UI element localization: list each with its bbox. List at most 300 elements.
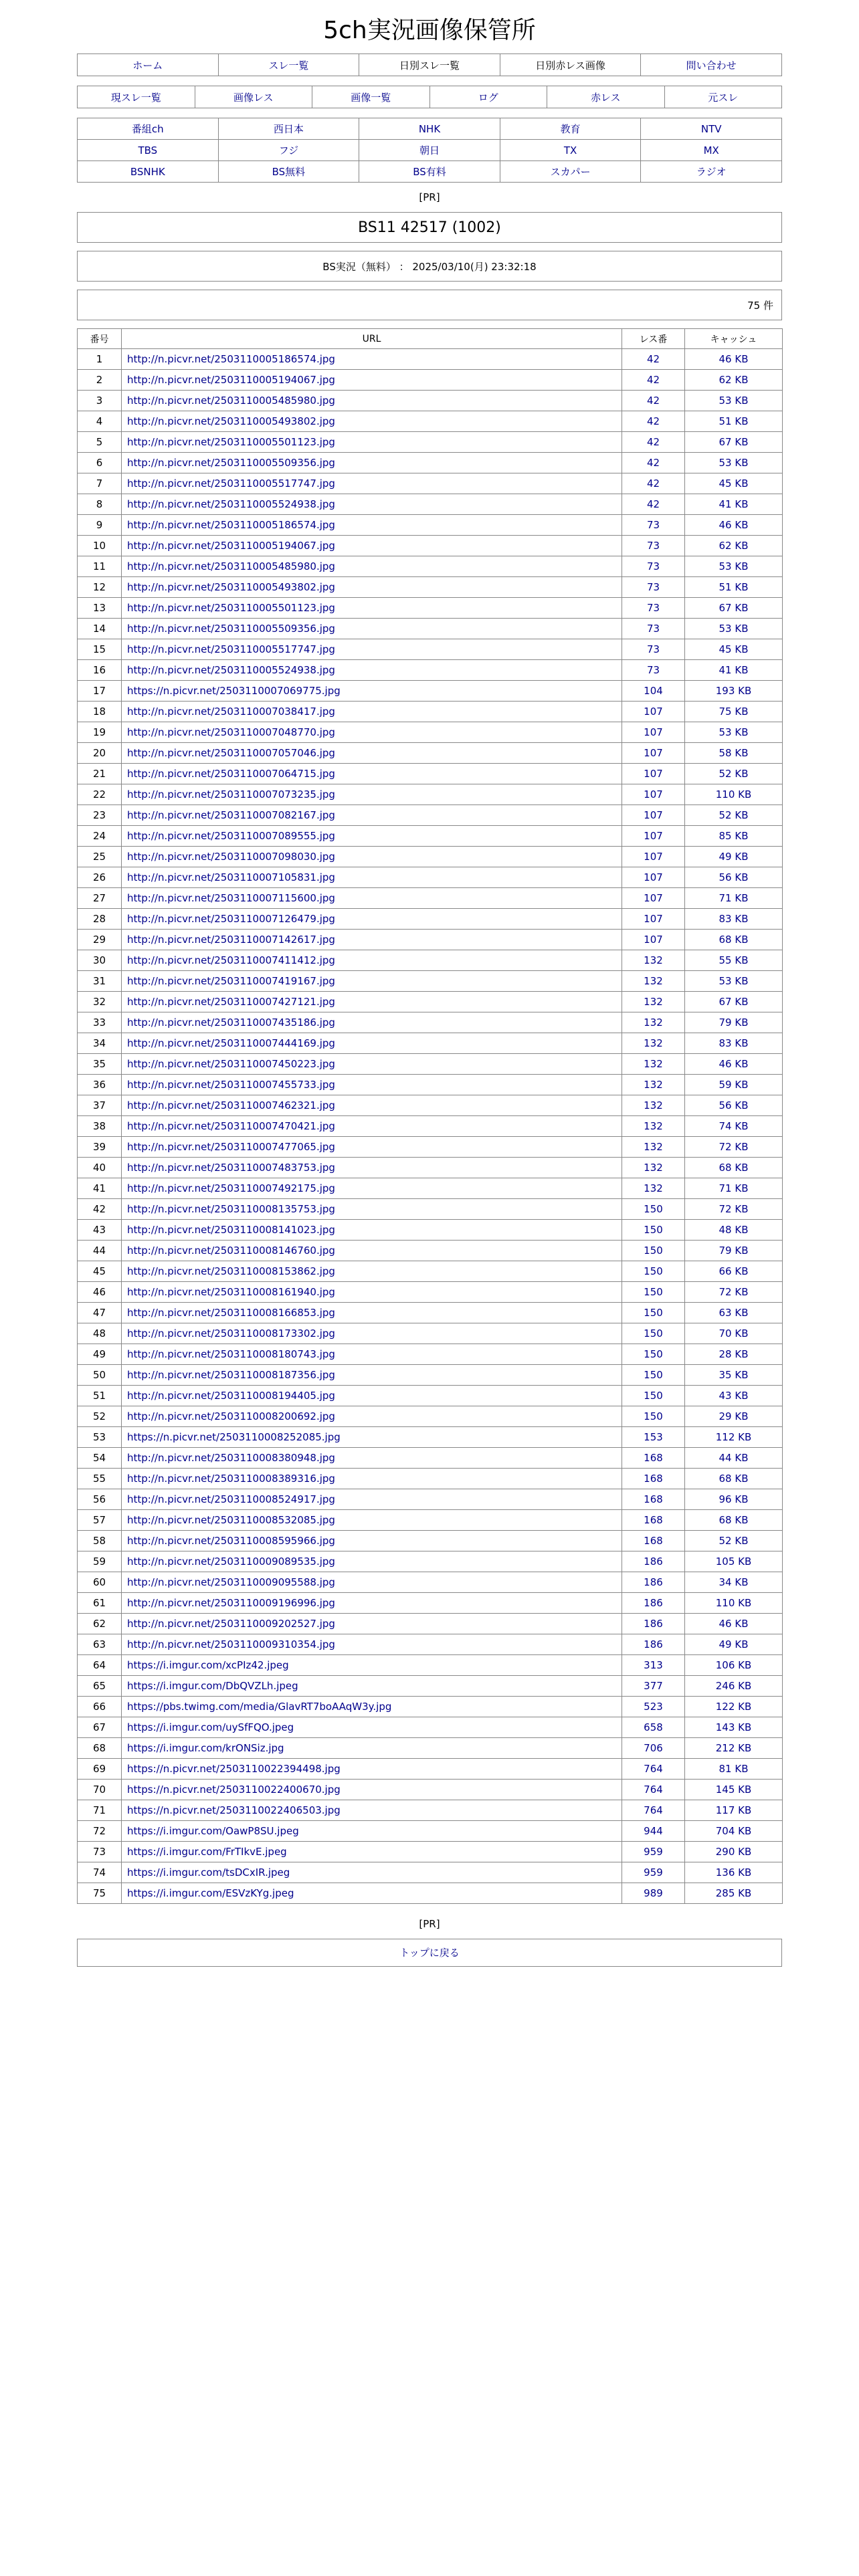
image-url-link[interactable]: http://n.picvr.net/2503110005485980.jpg bbox=[127, 560, 335, 572]
res-number-link[interactable]: 186 bbox=[644, 1576, 663, 1588]
cache-link[interactable]: 67 KB bbox=[719, 602, 749, 614]
cache-link[interactable]: 145 KB bbox=[715, 1784, 752, 1796]
image-url-link[interactable]: http://n.picvr.net/2503110007427121.jpg bbox=[127, 996, 335, 1008]
row-url-cell bbox=[122, 1386, 622, 1406]
image-url-link[interactable]: http://n.picvr.net/2503110007142617.jpg bbox=[127, 934, 335, 946]
row-url-cell bbox=[122, 1717, 622, 1738]
res-number-link[interactable]: 107 bbox=[644, 809, 663, 821]
row-cache-cell bbox=[685, 1469, 783, 1489]
cache-link[interactable]: 193 KB bbox=[715, 685, 752, 697]
row-number: 54 bbox=[78, 1448, 122, 1469]
main-nav-link[interactable]: スレ一覧 bbox=[268, 59, 309, 72]
cache-link[interactable]: 46 KB bbox=[719, 1058, 749, 1070]
image-url-link[interactable]: http://n.picvr.net/2503110005501123.jpg bbox=[127, 436, 335, 448]
cache-link[interactable]: 41 KB bbox=[719, 664, 749, 676]
row-number: 9 bbox=[78, 515, 122, 536]
image-url-link[interactable]: https://i.imgur.com/xcPIz42.jpeg bbox=[127, 1659, 289, 1671]
row-number: 57 bbox=[78, 1510, 122, 1531]
cache-link[interactable]: 290 KB bbox=[715, 1846, 752, 1858]
image-url-link[interactable]: http://n.picvr.net/2503110008135753.jpg bbox=[127, 1203, 335, 1215]
cache-link[interactable]: 117 KB bbox=[715, 1804, 752, 1816]
cache-link[interactable]: 28 KB bbox=[719, 1348, 749, 1360]
cache-link[interactable]: 72 KB bbox=[719, 1141, 749, 1153]
image-url-link[interactable]: https://n.picvr.net/2503110022406503.jpg bbox=[127, 1804, 341, 1816]
row-res-cell bbox=[622, 1323, 685, 1344]
cache-link[interactable]: 246 KB bbox=[715, 1680, 752, 1692]
main-nav-link[interactable]: 日別スレ一覧 bbox=[399, 59, 460, 72]
channel-link[interactable]: NTV bbox=[700, 122, 722, 135]
res-number-link[interactable]: 764 bbox=[644, 1804, 663, 1816]
cache-link[interactable]: 112 KB bbox=[715, 1431, 752, 1443]
res-number-link[interactable]: 150 bbox=[644, 1224, 663, 1236]
channel-link[interactable]: 番組ch bbox=[131, 123, 164, 135]
main-nav-link[interactable]: ホーム bbox=[132, 59, 163, 72]
cache-link[interactable]: 81 KB bbox=[719, 1763, 749, 1775]
image-url-link[interactable]: http://n.picvr.net/2503110005517747.jpg bbox=[127, 643, 335, 655]
res-number-link[interactable]: 150 bbox=[644, 1265, 663, 1277]
res-number-link[interactable]: 944 bbox=[644, 1825, 663, 1837]
thread-nav-link[interactable]: 画像一覧 bbox=[351, 91, 391, 104]
image-url-link[interactable]: https://i.imgur.com/krONSiz.jpg bbox=[127, 1742, 284, 1754]
image-url-link[interactable]: http://n.picvr.net/2503110005517747.jpg bbox=[127, 477, 335, 490]
table-row bbox=[78, 639, 783, 660]
res-number-link[interactable]: 153 bbox=[644, 1431, 663, 1443]
cache-link[interactable]: 85 KB bbox=[719, 830, 749, 842]
image-url-link[interactable]: http://n.picvr.net/2503110007082167.jpg bbox=[127, 809, 335, 821]
res-number-link[interactable]: 42 bbox=[646, 415, 660, 427]
cache-link[interactable]: 46 KB bbox=[719, 519, 749, 531]
res-number-link[interactable]: 107 bbox=[644, 768, 663, 780]
image-url-link[interactable]: https://n.picvr.net/2503110008252085.jpg bbox=[127, 1431, 341, 1443]
cache-link[interactable]: 68 KB bbox=[719, 1162, 749, 1174]
image-url-link[interactable]: http://n.picvr.net/2503110008200692.jpg bbox=[127, 1410, 335, 1422]
cache-link[interactable]: 53 KB bbox=[719, 395, 749, 407]
row-number: 17 bbox=[78, 681, 122, 702]
res-number-link[interactable]: 150 bbox=[644, 1348, 663, 1360]
image-url-link[interactable]: http://n.picvr.net/2503110007435186.jpg bbox=[127, 1016, 335, 1029]
cache-link[interactable]: 79 KB bbox=[719, 1245, 749, 1257]
cache-link[interactable]: 46 KB bbox=[719, 1618, 749, 1630]
image-url-link[interactable]: http://n.picvr.net/2503110005194067.jpg bbox=[127, 540, 335, 552]
image-url-link[interactable]: http://n.picvr.net/2503110008141023.jpg bbox=[127, 1224, 335, 1236]
res-number-link[interactable]: 168 bbox=[644, 1452, 663, 1464]
image-url-link[interactable]: http://n.picvr.net/2503110008595966.jpg bbox=[127, 1535, 335, 1547]
image-url-link[interactable]: http://n.picvr.net/2503110007115600.jpg bbox=[127, 892, 335, 904]
image-url-link[interactable]: http://n.picvr.net/2503110008524917.jpg bbox=[127, 1493, 335, 1505]
image-url-link[interactable]: http://n.picvr.net/2503110007126479.jpg bbox=[127, 913, 335, 925]
image-url-link[interactable]: http://n.picvr.net/2503110007450223.jpg bbox=[127, 1058, 335, 1070]
row-res-cell bbox=[622, 1800, 685, 1821]
channel-link[interactable]: BS無料 bbox=[272, 166, 306, 178]
cache-link[interactable]: 48 KB bbox=[719, 1224, 749, 1236]
image-url-link[interactable]: http://n.picvr.net/2503110007089555.jpg bbox=[127, 830, 335, 842]
cache-link[interactable]: 53 KB bbox=[719, 623, 749, 635]
cache-link[interactable]: 72 KB bbox=[719, 1203, 749, 1215]
res-number-link[interactable]: 132 bbox=[644, 1120, 663, 1132]
cache-link[interactable]: 51 KB bbox=[719, 415, 749, 427]
cache-link[interactable]: 212 KB bbox=[715, 1742, 752, 1754]
image-url-link[interactable]: http://n.picvr.net/2503110005493802.jpg bbox=[127, 415, 335, 427]
res-number-link[interactable]: 107 bbox=[644, 871, 663, 883]
table-row bbox=[78, 1116, 783, 1137]
cache-link[interactable]: 53 KB bbox=[719, 457, 749, 469]
res-number-link[interactable]: 132 bbox=[644, 1058, 663, 1070]
row-url-cell bbox=[122, 411, 622, 432]
channel-link[interactable]: BSNHK bbox=[130, 165, 165, 178]
image-url-link[interactable]: https://n.picvr.net/2503110022400670.jpg bbox=[127, 1784, 341, 1796]
row-number: 6 bbox=[78, 453, 122, 473]
channel-link[interactable]: MX bbox=[703, 144, 719, 156]
row-url-cell bbox=[122, 432, 622, 453]
row-res-cell bbox=[622, 639, 685, 660]
res-number-link[interactable]: 42 bbox=[646, 353, 660, 365]
cache-link[interactable]: 44 KB bbox=[719, 1452, 749, 1464]
thread-nav-link[interactable]: 赤レス bbox=[590, 91, 621, 104]
cache-link[interactable]: 68 KB bbox=[719, 934, 749, 946]
cache-link[interactable]: 49 KB bbox=[719, 1638, 749, 1650]
cache-link[interactable]: 45 KB bbox=[719, 643, 749, 655]
table-row bbox=[78, 1344, 783, 1365]
cache-link[interactable]: 71 KB bbox=[719, 892, 749, 904]
row-cache-cell bbox=[685, 1717, 783, 1738]
res-number-link[interactable]: 377 bbox=[644, 1680, 663, 1692]
res-number-link[interactable]: 73 bbox=[646, 664, 660, 676]
image-url-link[interactable]: http://n.picvr.net/2503110007411412.jpg bbox=[127, 954, 335, 966]
image-url-link[interactable]: http://n.picvr.net/2503110008153862.jpg bbox=[127, 1265, 335, 1277]
res-number-link[interactable]: 168 bbox=[644, 1493, 663, 1505]
channel-nav-cell bbox=[78, 161, 219, 183]
row-number: 36 bbox=[78, 1075, 122, 1095]
image-url-link[interactable]: http://n.picvr.net/2503110008380948.jpg bbox=[127, 1452, 335, 1464]
image-url-link[interactable]: http://n.picvr.net/2503110009202527.jpg bbox=[127, 1618, 335, 1630]
main-nav-link[interactable]: 問い合わせ bbox=[686, 59, 737, 72]
cache-link[interactable]: 79 KB bbox=[719, 1016, 749, 1029]
image-url-link[interactable]: http://n.picvr.net/2503110005524938.jpg bbox=[127, 664, 335, 676]
res-number-link[interactable]: 150 bbox=[644, 1286, 663, 1298]
res-number-link[interactable]: 168 bbox=[644, 1514, 663, 1526]
cache-link[interactable]: 41 KB bbox=[719, 498, 749, 510]
image-url-link[interactable]: http://n.picvr.net/2503110009095588.jpg bbox=[127, 1576, 335, 1588]
res-number-link[interactable]: 150 bbox=[644, 1307, 663, 1319]
thread-nav-link[interactable]: 画像レス bbox=[233, 91, 274, 104]
res-number-link[interactable]: 107 bbox=[644, 851, 663, 863]
row-number: 31 bbox=[78, 971, 122, 992]
row-cache-cell bbox=[685, 1095, 783, 1116]
res-number-link[interactable]: 107 bbox=[644, 830, 663, 842]
channel-link[interactable]: スカパー bbox=[550, 166, 591, 178]
cache-link[interactable]: 285 KB bbox=[715, 1887, 752, 1899]
image-url-link[interactable]: http://n.picvr.net/2503110009196996.jpg bbox=[127, 1597, 335, 1609]
thread-nav-link[interactable]: ログ bbox=[478, 91, 498, 104]
row-url-cell bbox=[122, 453, 622, 473]
cache-link[interactable]: 49 KB bbox=[719, 851, 749, 863]
cache-link[interactable]: 143 KB bbox=[715, 1721, 752, 1733]
image-url-link[interactable]: http://n.picvr.net/2503110005524938.jpg bbox=[127, 498, 335, 510]
row-number: 14 bbox=[78, 619, 122, 639]
cache-link[interactable]: 56 KB bbox=[719, 1099, 749, 1111]
row-res-cell bbox=[622, 1033, 685, 1054]
image-url-link[interactable]: https://n.picvr.net/2503110007069775.jpg bbox=[127, 685, 341, 697]
cache-link[interactable]: 34 KB bbox=[719, 1576, 749, 1588]
image-url-link[interactable]: http://n.picvr.net/2503110007455733.jpg bbox=[127, 1079, 335, 1091]
cache-link[interactable]: 67 KB bbox=[719, 436, 749, 448]
thread-nav-link[interactable]: 現スレ一覧 bbox=[110, 91, 161, 104]
image-url-link[interactable]: http://n.picvr.net/2503110007492175.jpg bbox=[127, 1182, 335, 1194]
image-url-link[interactable]: http://n.picvr.net/2503110008194405.jpg bbox=[127, 1390, 335, 1402]
image-url-link[interactable]: http://n.picvr.net/2503110007098030.jpg bbox=[127, 851, 335, 863]
cache-link[interactable]: 122 KB bbox=[715, 1701, 752, 1713]
thread-nav-link[interactable]: 元スレ bbox=[708, 91, 739, 104]
channel-link[interactable]: ラジオ bbox=[696, 166, 727, 178]
res-number-link[interactable]: 107 bbox=[644, 913, 663, 925]
table-row bbox=[78, 1738, 783, 1759]
image-url-link[interactable]: http://n.picvr.net/2503110005509356.jpg bbox=[127, 623, 335, 635]
image-url-link[interactable]: http://n.picvr.net/2503110008146760.jpg bbox=[127, 1245, 335, 1257]
image-url-link[interactable]: http://n.picvr.net/2503110007105831.jpg bbox=[127, 871, 335, 883]
res-number-link[interactable]: 42 bbox=[646, 436, 660, 448]
cache-link[interactable]: 136 KB bbox=[715, 1866, 752, 1879]
image-url-link[interactable]: http://n.picvr.net/2503110005485980.jpg bbox=[127, 395, 335, 407]
cache-link[interactable]: 75 KB bbox=[719, 706, 749, 718]
res-number-link[interactable]: 186 bbox=[644, 1597, 663, 1609]
channel-link[interactable]: TBS bbox=[138, 144, 158, 156]
res-number-link[interactable]: 150 bbox=[644, 1203, 663, 1215]
image-url-link[interactable]: http://n.picvr.net/2503110008173302.jpg bbox=[127, 1327, 335, 1339]
cache-link[interactable]: 83 KB bbox=[719, 1037, 749, 1049]
cache-link[interactable]: 52 KB bbox=[719, 1535, 749, 1547]
image-url-link[interactable]: http://n.picvr.net/2503110008161940.jpg bbox=[127, 1286, 335, 1298]
res-number-link[interactable]: 959 bbox=[644, 1866, 663, 1879]
res-number-link[interactable]: 764 bbox=[644, 1784, 663, 1796]
cache-link[interactable]: 83 KB bbox=[719, 913, 749, 925]
res-number-link[interactable]: 107 bbox=[644, 892, 663, 904]
res-number-link[interactable]: 186 bbox=[644, 1638, 663, 1650]
res-number-link[interactable]: 104 bbox=[644, 685, 663, 697]
row-cache-cell bbox=[685, 1800, 783, 1821]
channel-link[interactable]: フジ bbox=[278, 144, 299, 156]
row-number: 12 bbox=[78, 577, 122, 598]
cache-link[interactable]: 58 KB bbox=[719, 747, 749, 759]
res-number-link[interactable]: 42 bbox=[646, 498, 660, 510]
res-number-link[interactable]: 168 bbox=[644, 1535, 663, 1547]
res-number-link[interactable]: 107 bbox=[644, 726, 663, 738]
res-number-link[interactable]: 73 bbox=[646, 602, 660, 614]
image-url-link[interactable]: http://n.picvr.net/2503110007073235.jpg bbox=[127, 788, 335, 800]
cache-link[interactable]: 67 KB bbox=[719, 996, 749, 1008]
row-res-cell bbox=[622, 1054, 685, 1075]
row-number: 61 bbox=[78, 1593, 122, 1614]
res-number-link[interactable]: 107 bbox=[644, 934, 663, 946]
cache-link[interactable]: 70 KB bbox=[719, 1327, 749, 1339]
image-url-link[interactable]: https://i.imgur.com/tsDCxIR.jpeg bbox=[127, 1866, 290, 1879]
image-url-link[interactable]: http://n.picvr.net/2503110007038417.jpg bbox=[127, 706, 335, 718]
image-url-link[interactable]: https://i.imgur.com/OawP8SU.jpeg bbox=[127, 1825, 299, 1837]
res-number-link[interactable]: 132 bbox=[644, 1162, 663, 1174]
image-url-link[interactable]: http://n.picvr.net/2503110007470421.jpg bbox=[127, 1120, 335, 1132]
cache-link[interactable]: 53 KB bbox=[719, 975, 749, 987]
channel-link[interactable]: 西日本 bbox=[273, 123, 304, 135]
res-number-link[interactable]: 42 bbox=[646, 457, 660, 469]
image-url-link[interactable]: http://n.picvr.net/2503110005186574.jpg bbox=[127, 353, 335, 365]
res-number-link[interactable]: 959 bbox=[644, 1846, 663, 1858]
image-url-link[interactable]: http://n.picvr.net/2503110007419167.jpg bbox=[127, 975, 335, 987]
image-url-link[interactable]: http://n.picvr.net/2503110007057046.jpg bbox=[127, 747, 335, 759]
cache-link[interactable]: 74 KB bbox=[719, 1120, 749, 1132]
res-number-link[interactable]: 132 bbox=[644, 1141, 663, 1153]
channel-nav-cell bbox=[218, 140, 359, 161]
res-number-link[interactable]: 132 bbox=[644, 975, 663, 987]
image-url-link[interactable]: http://n.picvr.net/2503110008166853.jpg bbox=[127, 1307, 335, 1319]
cache-link[interactable]: 110 KB bbox=[715, 788, 752, 800]
channel-link[interactable]: BS有料 bbox=[413, 166, 446, 178]
image-url-link[interactable]: http://n.picvr.net/2503110007483753.jpg bbox=[127, 1162, 335, 1174]
res-number-link[interactable]: 764 bbox=[644, 1763, 663, 1775]
table-row bbox=[78, 992, 783, 1012]
row-cache-cell bbox=[685, 847, 783, 867]
res-number-link[interactable]: 313 bbox=[644, 1659, 663, 1671]
image-url-link[interactable]: http://n.picvr.net/2503110008187356.jpg bbox=[127, 1369, 335, 1381]
res-number-link[interactable]: 107 bbox=[644, 747, 663, 759]
row-cache-cell bbox=[685, 805, 783, 826]
res-number-link[interactable]: 132 bbox=[644, 1182, 663, 1194]
image-url-link[interactable]: http://n.picvr.net/2503110009089535.jpg bbox=[127, 1555, 335, 1568]
table-row bbox=[78, 349, 783, 370]
res-number-link[interactable]: 73 bbox=[646, 540, 660, 552]
res-number-link[interactable]: 150 bbox=[644, 1369, 663, 1381]
cache-link[interactable]: 62 KB bbox=[719, 540, 749, 552]
res-number-link[interactable]: 73 bbox=[646, 560, 660, 572]
res-number-link[interactable]: 186 bbox=[644, 1555, 663, 1568]
image-url-link[interactable]: http://n.picvr.net/2503110005194067.jpg bbox=[127, 374, 335, 386]
page bbox=[77, 0, 782, 1967]
row-url-cell bbox=[122, 536, 622, 556]
image-url-link[interactable]: https://i.imgur.com/ESVzKYg.jpeg bbox=[127, 1887, 294, 1899]
cache-link[interactable]: 53 KB bbox=[719, 560, 749, 572]
image-url-link[interactable]: http://n.picvr.net/2503110007477065.jpg bbox=[127, 1141, 335, 1153]
cache-link[interactable]: 110 KB bbox=[715, 1597, 752, 1609]
res-number-link[interactable]: 132 bbox=[644, 1079, 663, 1091]
table-row bbox=[78, 1199, 783, 1220]
main-nav-link[interactable]: 日別赤レス画像 bbox=[535, 59, 605, 72]
back-to-top-link[interactable]: トップに戻る bbox=[399, 1947, 460, 1959]
res-number-link[interactable]: 989 bbox=[644, 1887, 663, 1899]
channel-link[interactable]: NHK bbox=[418, 122, 441, 135]
channel-nav-cell bbox=[359, 161, 500, 183]
channel-nav-cell bbox=[641, 161, 782, 183]
image-url-link[interactable]: https://pbs.twimg.com/media/GlavRT7boAAqW3y.jpg bbox=[127, 1701, 392, 1713]
image-url-link[interactable]: http://n.picvr.net/2503110005186574.jpg bbox=[127, 519, 335, 531]
row-number: 46 bbox=[78, 1282, 122, 1303]
res-number-link[interactable]: 132 bbox=[644, 1099, 663, 1111]
image-url-link[interactable]: http://n.picvr.net/2503110007462321.jpg bbox=[127, 1099, 335, 1111]
res-number-link[interactable]: 658 bbox=[644, 1721, 663, 1733]
res-number-link[interactable]: 73 bbox=[646, 519, 660, 531]
image-url-link[interactable]: http://n.picvr.net/2503110008532085.jpg bbox=[127, 1514, 335, 1526]
cache-link[interactable]: 62 KB bbox=[719, 374, 749, 386]
res-number-link[interactable]: 107 bbox=[644, 788, 663, 800]
cache-link[interactable]: 45 KB bbox=[719, 477, 749, 490]
image-url-link[interactable]: http://n.picvr.net/2503110007444169.jpg bbox=[127, 1037, 335, 1049]
channel-link[interactable]: TX bbox=[563, 144, 577, 156]
res-number-link[interactable]: 523 bbox=[644, 1701, 663, 1713]
res-number-link[interactable]: 42 bbox=[646, 374, 660, 386]
image-url-link[interactable]: http://n.picvr.net/2503110008389316.jpg bbox=[127, 1473, 335, 1485]
res-number-link[interactable]: 132 bbox=[644, 996, 663, 1008]
table-row bbox=[78, 847, 783, 867]
image-url-link[interactable]: http://n.picvr.net/2503110005509356.jpg bbox=[127, 457, 335, 469]
res-number-link[interactable]: 73 bbox=[646, 643, 660, 655]
row-cache-cell bbox=[685, 722, 783, 743]
res-number-link[interactable]: 42 bbox=[646, 395, 660, 407]
cache-link[interactable]: 704 KB bbox=[715, 1825, 752, 1837]
row-url-cell bbox=[122, 1634, 622, 1655]
row-cache-cell bbox=[685, 1883, 783, 1904]
row-res-cell bbox=[622, 391, 685, 411]
res-number-link[interactable]: 73 bbox=[646, 623, 660, 635]
cache-link[interactable]: 71 KB bbox=[719, 1182, 749, 1194]
cache-link[interactable]: 52 KB bbox=[719, 809, 749, 821]
cache-link[interactable]: 43 KB bbox=[719, 1390, 749, 1402]
image-url-link[interactable]: http://n.picvr.net/2503110008180743.jpg bbox=[127, 1348, 335, 1360]
res-number-link[interactable]: 706 bbox=[644, 1742, 663, 1754]
image-url-link[interactable]: http://n.picvr.net/2503110005493802.jpg bbox=[127, 581, 335, 593]
cache-link[interactable]: 68 KB bbox=[719, 1473, 749, 1485]
cache-link[interactable]: 46 KB bbox=[719, 353, 749, 365]
image-url-link[interactable]: https://i.imgur.com/DbQVZLh.jpeg bbox=[127, 1680, 298, 1692]
cache-link[interactable]: 66 KB bbox=[719, 1265, 749, 1277]
cache-link[interactable]: 53 KB bbox=[719, 726, 749, 738]
res-number-link[interactable]: 42 bbox=[646, 477, 660, 490]
res-number-link[interactable]: 150 bbox=[644, 1390, 663, 1402]
cache-link[interactable]: 55 KB bbox=[719, 954, 749, 966]
image-url-link[interactable]: http://n.picvr.net/2503110009310354.jpg bbox=[127, 1638, 335, 1650]
cache-link[interactable]: 63 KB bbox=[719, 1307, 749, 1319]
cache-link[interactable]: 105 KB bbox=[715, 1555, 752, 1568]
cache-link[interactable]: 56 KB bbox=[719, 871, 749, 883]
cache-link[interactable]: 52 KB bbox=[719, 768, 749, 780]
res-number-link[interactable]: 150 bbox=[644, 1327, 663, 1339]
row-res-cell bbox=[622, 1158, 685, 1178]
cache-link[interactable]: 59 KB bbox=[719, 1079, 749, 1091]
res-number-link[interactable]: 150 bbox=[644, 1410, 663, 1422]
cache-link[interactable]: 35 KB bbox=[719, 1369, 749, 1381]
res-number-link[interactable]: 132 bbox=[644, 954, 663, 966]
cache-link[interactable]: 51 KB bbox=[719, 581, 749, 593]
res-number-link[interactable]: 132 bbox=[644, 1016, 663, 1029]
channel-link[interactable]: 教育 bbox=[560, 123, 581, 135]
image-url-link[interactable]: https://i.imgur.com/uySfFQO.jpeg bbox=[127, 1721, 294, 1733]
cache-link[interactable]: 29 KB bbox=[719, 1410, 749, 1422]
image-url-link[interactable]: https://n.picvr.net/2503110022394498.jpg bbox=[127, 1763, 341, 1775]
res-number-link[interactable]: 73 bbox=[646, 581, 660, 593]
channel-link[interactable]: 朝日 bbox=[419, 144, 440, 156]
image-url-link[interactable]: http://n.picvr.net/2503110005501123.jpg bbox=[127, 602, 335, 614]
res-number-link[interactable]: 150 bbox=[644, 1245, 663, 1257]
res-number-link[interactable]: 186 bbox=[644, 1618, 663, 1630]
cache-link[interactable]: 96 KB bbox=[719, 1493, 749, 1505]
image-url-link[interactable]: https://i.imgur.com/FrTIkvE.jpeg bbox=[127, 1846, 287, 1858]
cache-link[interactable]: 72 KB bbox=[719, 1286, 749, 1298]
res-number-link[interactable]: 132 bbox=[644, 1037, 663, 1049]
res-number-link[interactable]: 168 bbox=[644, 1473, 663, 1485]
cache-link[interactable]: 68 KB bbox=[719, 1514, 749, 1526]
res-number-link[interactable]: 107 bbox=[644, 706, 663, 718]
row-cache-cell bbox=[685, 784, 783, 805]
image-url-link[interactable]: http://n.picvr.net/2503110007048770.jpg bbox=[127, 726, 335, 738]
image-url-link[interactable]: http://n.picvr.net/2503110007064715.jpg bbox=[127, 768, 335, 780]
cache-link[interactable]: 106 KB bbox=[715, 1659, 752, 1671]
table-row bbox=[78, 805, 783, 826]
